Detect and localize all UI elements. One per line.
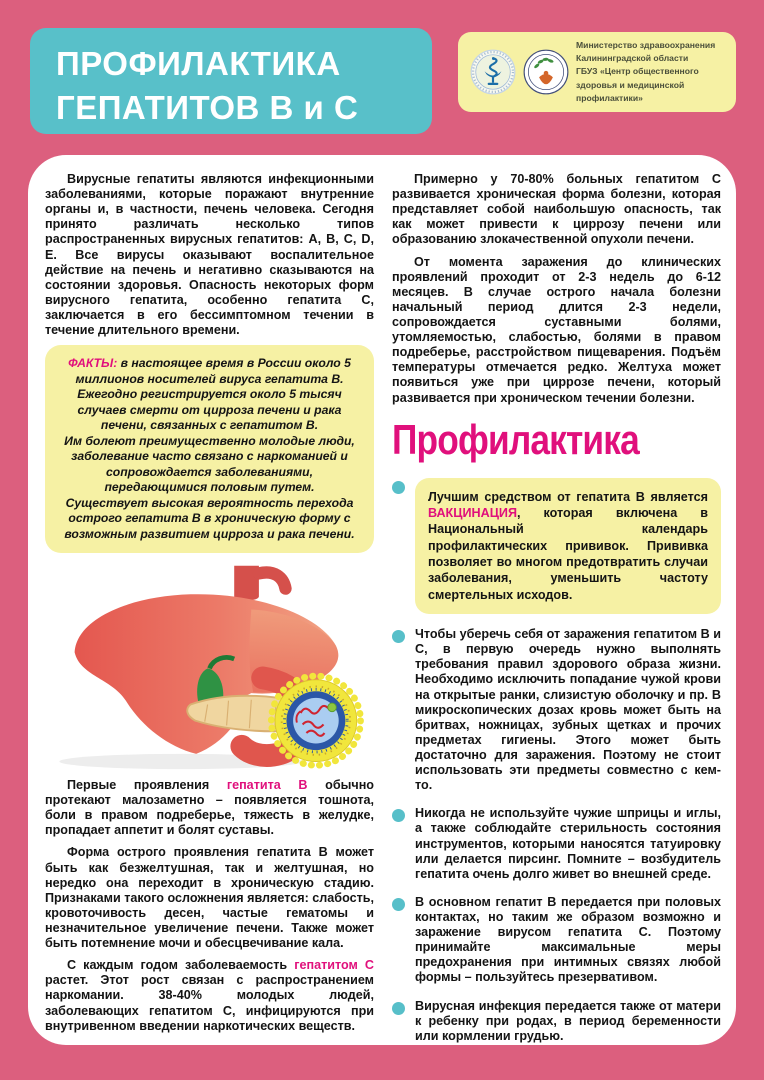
bullet-text: Чтобы уберечь себя от заражения гепатитом В и С, в первую очередь нужно выполнять требования правил здорового образа жизни. Необходимо исключить попадание чужой крови на открытые ранки, слизистую оболочку и пр. В микроскопических дозах кровь может быть на бритвах, ножницах, зубных щетках и прочих предметах гигиены. Этого может быть достаточно для заражения. Поэтому не стоит использовать эти предметы совместно с кем-то. — [415, 627, 721, 793]
incubation-paragraph: От момента заражения до клинических проявлений проходит от 2-3 недель до 6-12 месяцев. В случае острого начала болезни начальный период длится 2-3 недели, сопровождается суставными болями, утомляемостью, слабостью, болями в правом подреберье, расстройством пищеварения. Подъём температуры отмечается редко. Желтуха может появиться уже при циррозе печени, который развивается при хроническом течении болезни. — [392, 254, 721, 405]
vaccination-post: , которая включена в Национальный календарь профилактических прививок. Прививка позволяет во многом предотвратить случаи заболевания, уменьшить частоту смертельных исходов. — [428, 506, 708, 602]
bullet-dot-icon — [392, 898, 405, 911]
bullet-dot-icon — [392, 630, 405, 643]
bullet-dot-icon — [392, 809, 405, 822]
bullet-text: Вирусная инфекция передается также от матери к ребенку при родах, в период беременности или кормлении грудью. — [415, 998, 721, 1043]
hep-c-post: растет. Этот рост связан с распространением наркомании. 38-40% молодых людей, заболевающих гепатитом С, инфицируются при внутривенном введении наркотических веществ. — [45, 973, 374, 1033]
facts-label: ФАКТЫ: — [68, 356, 118, 371]
ministry-emblem-logo — [470, 49, 516, 95]
prevention-heading: Профилактика — [392, 415, 639, 463]
facts-paragraph-1 — [58, 356, 361, 433]
organization-box — [458, 32, 736, 112]
facts-box — [45, 345, 374, 553]
bullet-item-sexual-contact — [392, 895, 721, 986]
hep-c-pre: С каждым годом заболеваемость — [67, 958, 295, 973]
content-panel — [28, 155, 736, 1045]
first-signs-post: обычно протекают малозаметно – появляется тошнота, боли в правом подреберье, тяжесть в желудке, пропадает аппетит и болят суставы. — [45, 778, 374, 838]
hepatitis-virus-icon — [271, 676, 360, 765]
intro-paragraph: Вирусные гепатиты являются инфекционными заболеваниями, которые поражают внутренние органы и, в частности, печень человека. Сегодня принято различать несколько типов распространенных вирусных гепатитов: А, В, С, D, Е. Все вирусы оказывают воспалительное действие на печень и негативно сказываются на состоянии здоровья. Опасность некоторых форм вирусного гепатита, особенно гепатита С, заключается в его бессимптомном течении в течение длительного времени. — [45, 172, 374, 338]
hepatitis-c-highlight: гепатитом С — [294, 958, 374, 973]
first-signs-paragraph — [45, 778, 374, 838]
liver-illustration — [45, 562, 374, 771]
organization-line2: Калининградской области — [576, 53, 689, 64]
chronic-form-paragraph: Примерно у 70-80% больных гепатитом С развивается хроническая форма болезни, которая представляет собой наибольшую опасность, так как может привести к циррозу печени или образованию злокачественной опухоли печени. — [392, 172, 721, 247]
vaccination-box — [415, 478, 721, 615]
facts-paragraph-2: Им болеют преимущественно молодые люди, заболевание часто связано с наркоманией и сопровождается заболеваниями, передающимися половым путем. — [64, 433, 355, 495]
bullet-item-syringes — [392, 806, 721, 882]
hepatitis-c-growth-paragraph — [45, 958, 374, 1034]
bullet-item-hygiene — [392, 627, 721, 793]
poster-title-box — [30, 28, 432, 134]
left-column — [45, 172, 374, 1033]
facts-text-1: в настоящее время в России около 5 миллионов носителей вируса гепатита В. Ежегодно регистрируется около 5 тысяч случаев смерти от цирроза печени и рака печени, связанных с гепатитом В. — [75, 356, 351, 433]
bullet-text: В основном гепатит В передается при половых контактах, но таким же образом возможно и заражение вирусом гепатита С. Поэтому принимайте максимальные меры предохранения при интимных связях любой формы – пользуйтесь презервативом. — [415, 894, 721, 985]
vaccination-pre: Лучшим средством от гепатита В является — [428, 489, 708, 504]
organization-line1: Министерство здравоохранения — [576, 39, 716, 50]
organization-name — [576, 39, 728, 106]
bullet-item-vaccination — [392, 478, 721, 615]
acute-form-paragraph: Форма острого проявления гепатита В может быть как безжелтушная, так и желтушная, но нередко она переходит в хроническую стадию. Признаками такого осложнения является: слабость, кровоточивость десен, частые гематомы и незначительное увеличение печени. Также может быть потемнение мочи и обесцвечивание кала. — [45, 845, 375, 951]
facts-paragraph-3: Существует высокая вероятность перехода острого гепатита В в хроническую форму с возможным развитием цирроза и рака печени. — [64, 495, 355, 541]
bullet-dot-icon — [392, 1002, 405, 1015]
right-column — [392, 172, 721, 1043]
hepatitis-b-highlight: гепатита В — [226, 778, 308, 793]
health-center-logo — [523, 49, 569, 95]
bullet-item-mother-to-child — [392, 999, 721, 1044]
bullet-dot-icon — [392, 481, 405, 494]
organization-line3: ГБУЗ «Центр общественного — [576, 66, 699, 77]
first-signs-pre: Первые проявления — [67, 778, 227, 793]
poster-title-line2: ГЕПАТИТОВ В и С — [56, 88, 359, 126]
organization-line4: здоровья и медицинской профилактики» — [576, 79, 685, 103]
poster-title-line1: ПРОФИЛАКТИКА — [56, 45, 341, 82]
vaccination-highlight: ВАКЦИНАЦИЯ — [428, 506, 517, 520]
bullet-text: Никогда не используйте чужие шприцы и иглы, а также соблюдайте стерильность состояния инструментов, которыми наносятся татуировку или делается пирсинг. Помните – возбудитель гепатита очень долго живет во внешней среде. — [415, 806, 721, 881]
liver-pancreas-virus-illustration — [45, 562, 374, 771]
